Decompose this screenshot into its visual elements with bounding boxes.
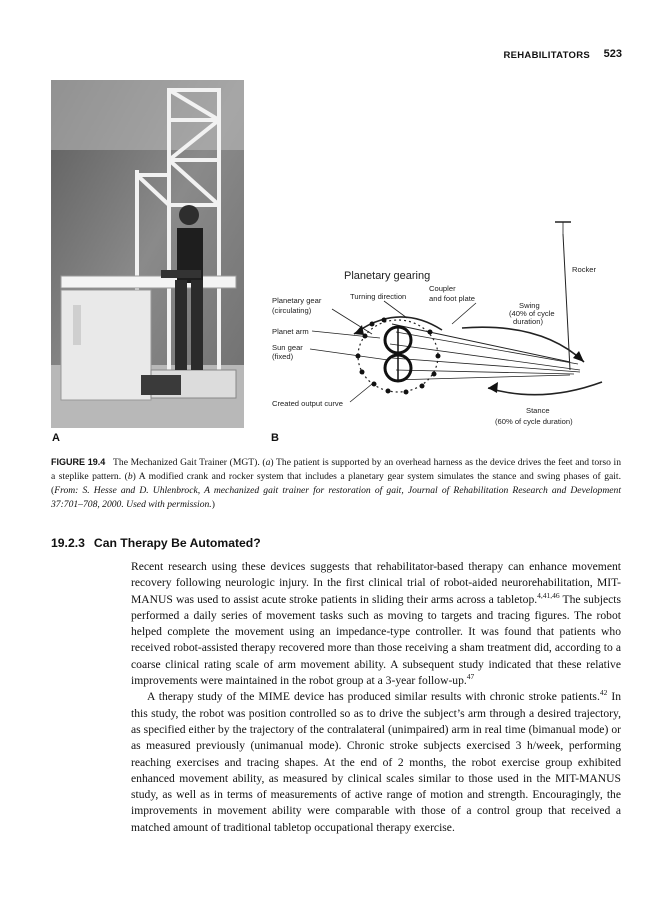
planetary-gear-sublabel: (circulating)	[272, 306, 312, 315]
turning-direction-label: Turning direction	[350, 292, 407, 301]
citation: 4,41,46	[537, 590, 560, 600]
stance-label: Stance	[526, 406, 550, 415]
figure-part-b-label: B	[271, 432, 279, 444]
section-title: Can Therapy Be Automated?	[93, 536, 261, 550]
gait-trainer-photo	[51, 80, 244, 428]
rocker-label: Rocker	[572, 265, 597, 274]
output-curve-label: Created output curve	[272, 399, 343, 408]
diagram-title	[344, 270, 430, 282]
paragraph-2	[131, 689, 621, 836]
paragraph-2-text-a: A therapy study of the MIME device has produced similar results with chronic stroke patients.	[147, 690, 600, 704]
paragraph-1-text-b: The subjects performed a daily series of movement tasks such as moving to targets and tracing figures. The robot helped complete the movement using an impedance-type controller. It was found that patients who received robot-assisted therapy recovered more than those receiving a sham treatment did, according to a coarse clinical rating scale of arm movement ability. A subsequent study indicated that these relative improvements were maintained in the robot group at a 3-year follow-up.	[131, 592, 621, 688]
paragraph-1-text-a: Recent research using these devices suggests that rehabilitator-based therapy can enhance movement recovery following neurologic injury. In the first clinical trial of robot-aided neurorehabilitation, MIT-MANUS was used to assist acute stroke patients in sliding their arms across a tabletop.	[131, 560, 621, 606]
coupler-sublabel: and foot plate	[429, 294, 476, 303]
coupler-label: Coupler	[429, 284, 456, 293]
sun-gear-label: Sun gear	[272, 343, 303, 352]
figure-caption-label: FIGURE 19.4	[51, 457, 106, 467]
caption-source: From: S. Hesse and D. Uhlenbrock, A mechanized gait trainer for restoration of gait, Journal of Rehabilitation Research and Development 37:701–708, 2000. Used with permission.	[51, 485, 621, 510]
citation: 47	[466, 672, 475, 682]
sun-gear-sublabel: (fixed)	[272, 352, 294, 361]
caption-text-3: ) A modified crank and rocker system that includes a planetary gear system simulates the stance and swing phases of gait. (	[51, 471, 621, 496]
citation: 42	[599, 688, 608, 698]
body-text	[131, 559, 621, 836]
swing-sublabel-2: duration)	[513, 317, 543, 326]
swing-label: Swing	[519, 301, 540, 310]
planetary-gearing-diagram	[262, 212, 622, 432]
caption-text-2: ) The patient is supported by an overhead harness as the device drives the feet and torso in a steplike pattern. (	[51, 457, 621, 482]
paragraph-1	[131, 559, 621, 689]
planet-arm-label: Planet arm	[272, 327, 309, 336]
svg-text:Planetary gearing: Planetary gearing	[344, 270, 431, 282]
planetary-gear-label: Planetary gear	[272, 296, 322, 305]
caption-part-b: b	[127, 471, 133, 482]
caption-part-a: a	[265, 457, 271, 468]
figure-caption	[51, 455, 621, 512]
caption-text-4: )	[211, 499, 215, 510]
page-number: 523	[603, 48, 622, 60]
stance-sublabel: (60% of cycle duration)	[495, 417, 573, 426]
caption-text-1: The Mechanized Gait Trainer (MGT). (	[113, 457, 266, 468]
running-title: REHABILITATORS	[503, 50, 590, 61]
paragraph-2-text-b: In this study, the robot was position controlled so as to drive the subject’s arm through a desired trajectory, as specified either by the trajectory of the contralateral (unimpaired) arm in real time (bimanual mode) or as measured previously (unimanual mode). Chronic stroke subjects exercised 3 h/week, performing reaching exercises and tracing shapes. At the end of 2 months, the robot exercise group exhibited enhanced movement ability, as measured by clinical scales similar to those used in the MIT-MANUS study, as well as in terms of measurements of active range of motion and strength. Encouragingly, the improvements in movement ability were comparable with those of a control group that received a matched amount of traditional tabletop occupational therapy exercise.	[131, 690, 622, 834]
section-number: 19.2.3	[51, 536, 85, 550]
figure-part-a-label: A	[52, 432, 60, 444]
swing-sublabel-1: (40% of cycle	[509, 309, 555, 318]
section-heading	[51, 536, 261, 550]
